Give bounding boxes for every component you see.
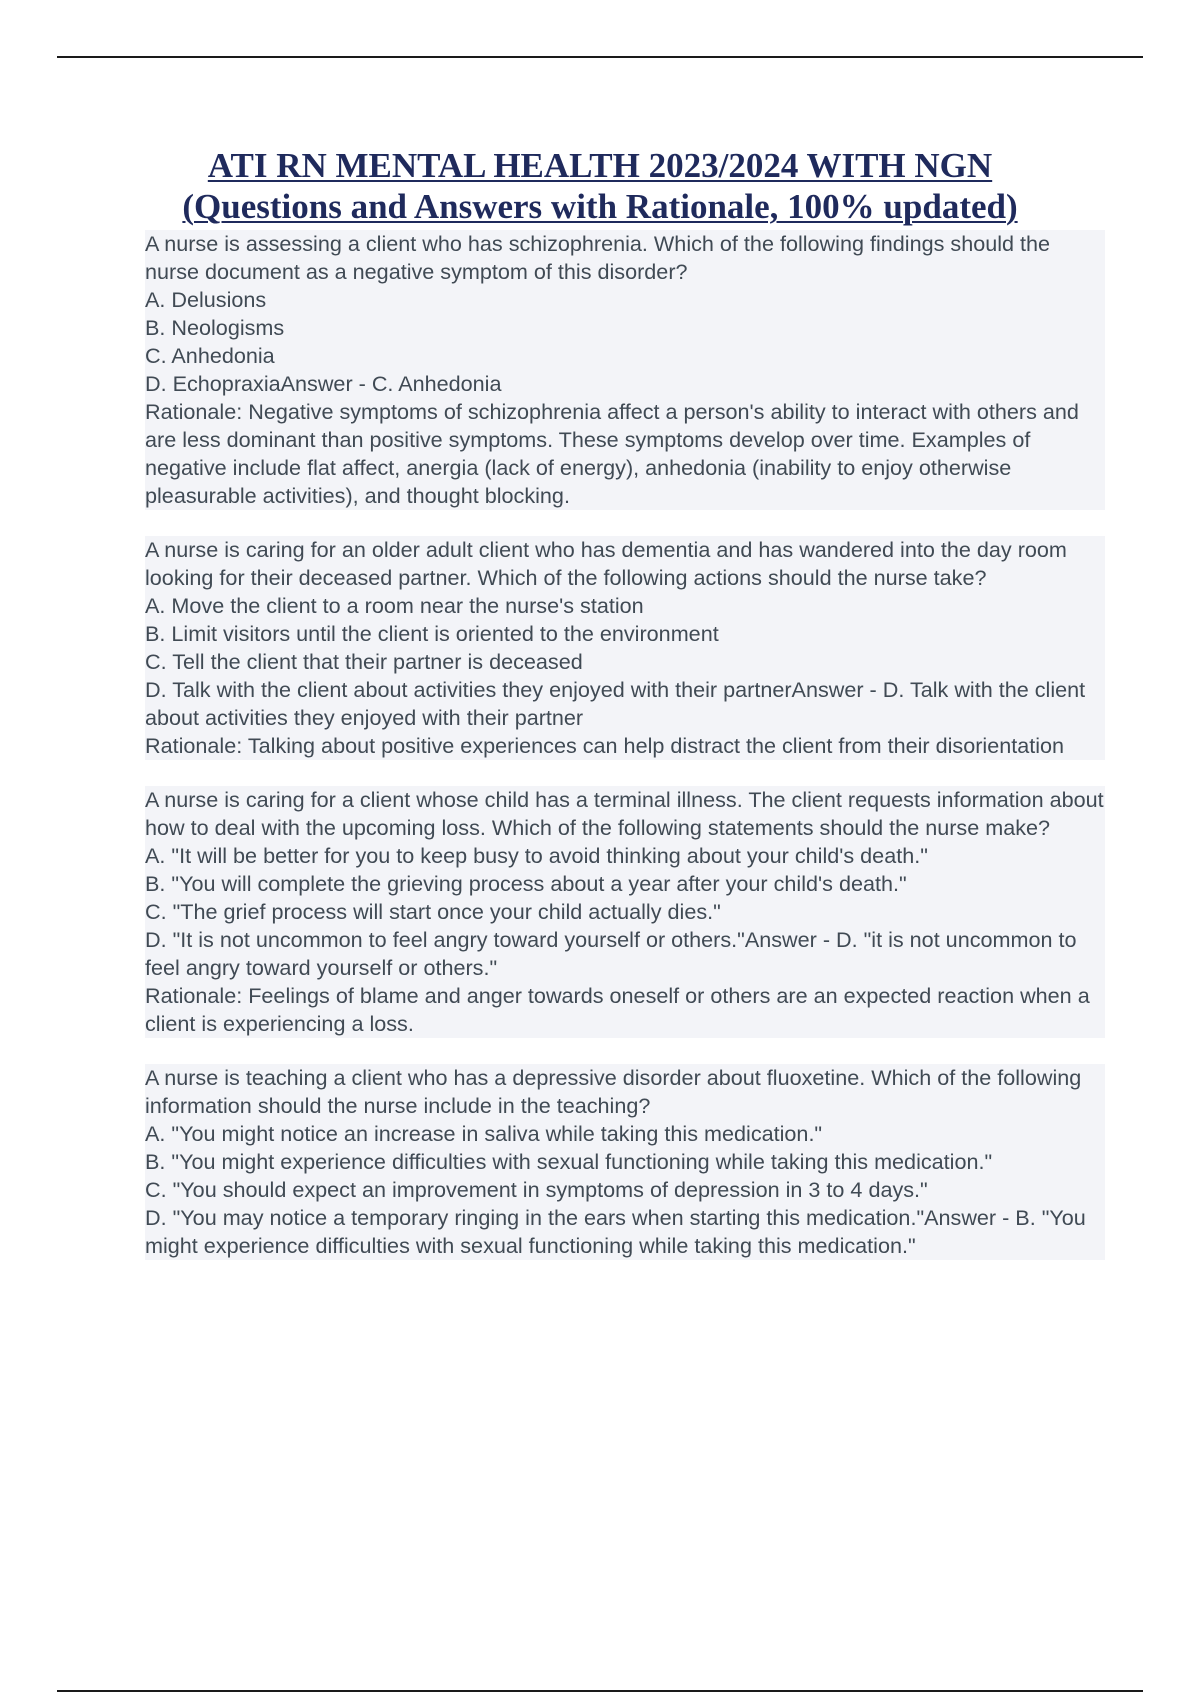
option-d-answer: D. Talk with the client about activities they enjoyed with their partnerAnswer - D. Talk with the client about activities they enjoyed with their partner	[145, 677, 1086, 730]
question-block-3	[145, 786, 1105, 1038]
footer-rule	[57, 1690, 1143, 1692]
option-c: C. Tell the client that their partner is deceased	[145, 649, 583, 674]
option-b: B. "You will complete the grieving process about a year after your child's death."	[145, 871, 907, 896]
option-d-answer: D. "You may notice a temporary ringing in the ears when starting this medication."Answer - B. "You might experience difficulties with sexual functioning while taking this medication."	[145, 1205, 1086, 1258]
option-d-answer: D. EchopraxiaAnswer - C. Anhedonia	[145, 371, 502, 396]
question-block-1	[145, 230, 1105, 510]
option-a: A. "It will be better for you to keep busy to avoid thinking about your child's death."	[145, 843, 928, 868]
option-c: C. Anhedonia	[145, 343, 275, 368]
title-line-1: ATI RN MENTAL HEALTH 2023/2024 WITH NGN	[207, 146, 993, 185]
option-d-answer: D. "It is not uncommon to feel angry toward yourself or others."Answer - D. "it is not uncommon to feel angry toward yourself or others."	[145, 927, 1077, 980]
option-a: A. Delusions	[145, 287, 267, 312]
option-c: C. "The grief process will start once your child actually dies."	[145, 899, 721, 924]
rationale: Rationale: Negative symptoms of schizophrenia affect a person's ability to interact with others and are less dominant than positive symptoms. These symptoms develop over time. Examples of negative include flat affect, anergia (lack of energy), anhedonia (inability to enjoy otherwise pleasurable activities), and thought blocking.	[145, 399, 1079, 508]
header-rule	[57, 56, 1143, 58]
option-a: A. Move the client to a room near the nurse's station	[145, 593, 644, 618]
option-b: B. Neologisms	[145, 315, 285, 340]
question-stem: A nurse is caring for a client whose child has a terminal illness. The client requests information about how to deal with the upcoming loss. Which of the following statements should the nurse make?	[145, 787, 1104, 840]
question-stem: A nurse is teaching a client who has a depressive disorder about fluoxetine. Which of the following information should the nurse include in the teaching?	[145, 1065, 1082, 1118]
question-stem: A nurse is caring for an older adult client who has dementia and has wandered into the day room looking for their deceased partner. Which of the following actions should the nurse take?	[145, 537, 1067, 590]
document-body	[145, 230, 1105, 1286]
question-block-4	[145, 1064, 1105, 1260]
question-stem: A nurse is assessing a client who has schizophrenia. Which of the following findings should the nurse document as a negative symptom of this disorder?	[145, 231, 1051, 284]
option-b: B. "You might experience difficulties with sexual functioning while taking this medication."	[145, 1149, 993, 1174]
option-b: B. Limit visitors until the client is oriented to the environment	[145, 621, 719, 646]
document-title	[0, 145, 1200, 227]
option-a: A. "You might notice an increase in saliva while taking this medication."	[145, 1121, 823, 1146]
option-c: C. "You should expect an improvement in symptoms of depression in 3 to 4 days."	[145, 1177, 928, 1202]
rationale: Rationale: Talking about positive experiences can help distract the client from their disorientation	[145, 733, 1065, 758]
rationale: Rationale: Feelings of blame and anger towards oneself or others are an expected reaction when a client is experiencing a loss.	[145, 983, 1090, 1036]
title-line-2: (Questions and Answers with Rationale, 100% updated)	[182, 187, 1018, 226]
question-block-2	[145, 536, 1105, 760]
